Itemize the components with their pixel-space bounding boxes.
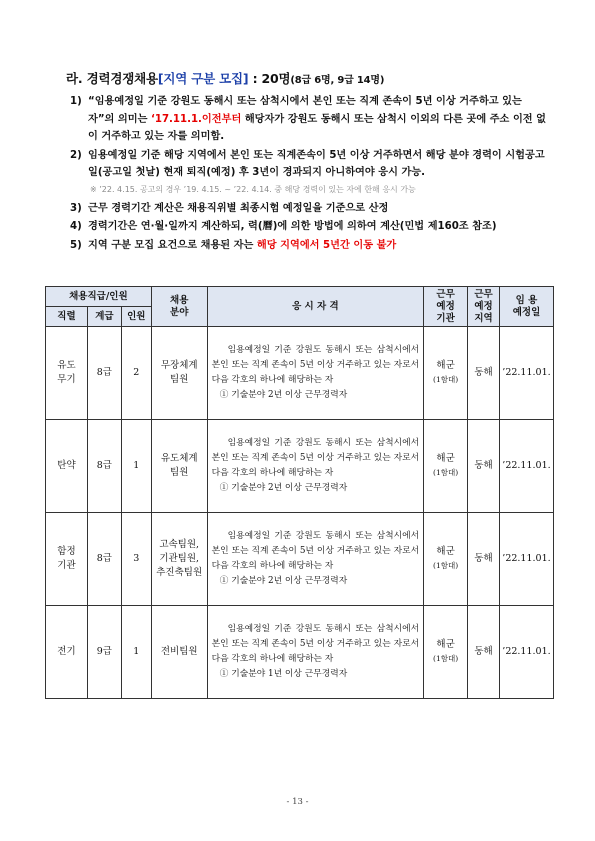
cell-qualification	[207, 606, 423, 699]
cell-date: ’22.11.01.	[499, 327, 553, 420]
cell-qualification	[207, 327, 423, 420]
cell-grade: 8급	[87, 513, 121, 606]
cell-agency	[424, 327, 468, 420]
cell-agency	[424, 606, 468, 699]
cell-agency	[424, 420, 468, 513]
item-note: ※ ’22. 4.15. 공고의 경우 ’19. 4.15. ~ ’22. 4.14. 중 해당 경력이 있는 자에 한해 응시 가능	[90, 184, 416, 194]
item-text	[88, 93, 550, 146]
table-row	[46, 420, 554, 513]
cell-region: 동해	[468, 327, 500, 420]
table-row	[46, 606, 554, 699]
agency-unit: (1함대)	[433, 561, 459, 570]
item-number: 5)	[70, 239, 82, 251]
cell-date: ’22.11.01.	[499, 513, 553, 606]
cell-agency	[424, 513, 468, 606]
cell-field: 전비팀원	[151, 606, 207, 699]
cell-grade: 9급	[87, 606, 121, 699]
item-text: 경력기간은 연·월·일까지 계산하되, 력(曆)에 의한 방법에 의하여 계산(민법 제160조 참조)	[88, 221, 497, 232]
heading-highlight: [지역 구분 모집]	[157, 71, 249, 86]
cell-count: 1	[121, 420, 151, 513]
list-item	[70, 147, 550, 182]
header-count: 인원	[121, 307, 151, 327]
cell-grade: 8급	[87, 420, 121, 513]
header-qualification: 응 시 자 격	[207, 287, 423, 327]
item-highlight: ‘17.11.1.이전부터	[151, 113, 242, 125]
qualification-condition: 임용예정일 기준 강원도 동해시 또는 삼척시에서 본인 또는 직계 존속이 5년 이상 거주하고 있는 자로서 다음 각호의 하나에 해당하는 자	[211, 345, 420, 385]
agency-name: 해군	[436, 453, 455, 464]
list-item	[70, 218, 550, 236]
item-number: 3)	[70, 202, 82, 214]
header-date: 임 용 예정일	[499, 287, 553, 327]
qualification-requirement: ① 기술분야 2년 이상 근무경력자	[219, 390, 348, 400]
cell-qualification	[207, 513, 423, 606]
cell-grade: 8급	[87, 327, 121, 420]
cell-count: 1	[121, 606, 151, 699]
item-text	[88, 237, 550, 255]
item-text-part: 해당자가 강원도 동해시 또는 삼척시 이외의 다른 곳에 주소 이전 없이 거주하고 있는 자를 의미함.	[88, 113, 547, 142]
cell-job: 전기	[46, 606, 88, 699]
qualification-requirement: ① 기술분야 2년 이상 근무경력자	[219, 576, 348, 586]
cell-region: 동해	[468, 606, 500, 699]
item-number: 2)	[70, 149, 82, 161]
cell-field: 고속팀원, 기관팀원, 추진축팀원	[151, 513, 207, 606]
cell-field: 유도체계 팀원	[151, 420, 207, 513]
item-text-part: “임용예정일 기준 강원도 동해시 또는 삼척시에서 본인 또는 직계 존속이 5년 이상 거주하고 있는 자”의 의미는	[88, 96, 522, 125]
qualification-requirement: ① 기술분야 2년 이상 근무경력자	[219, 483, 348, 493]
cell-region: 동해	[468, 420, 500, 513]
item-number: 1)	[70, 96, 82, 107]
cell-field: 무장체계 팀원	[151, 327, 207, 420]
agency-unit: (1함대)	[433, 375, 459, 384]
item-highlight: 해당 지역에서 5년간 이동 불가	[256, 239, 397, 251]
item-text-part: 지역 구분 모집 요건으로 채용된 자는	[88, 239, 257, 251]
recruitment-table	[45, 286, 554, 699]
item-text: 임용예정일 기준 해당 지역에서 본인 또는 직계존속이 5년 이상 거주하면서 해당 분야 경력이 시험공고일(공고일 첫날) 현재 퇴직(예정) 후 3년이 경과되지 아니하여야 응시 가능.	[88, 149, 545, 178]
table-row	[46, 513, 554, 606]
cell-count: 2	[121, 327, 151, 420]
header-region: 근무 예정 지역	[468, 287, 500, 327]
cell-qualification	[207, 420, 423, 513]
list-item	[70, 237, 550, 255]
header-grade: 계급	[87, 307, 121, 327]
heading-detail: (8급 6명, 9급 14명)	[290, 75, 385, 86]
list-item	[70, 200, 550, 218]
header-job: 직렬	[46, 307, 88, 327]
cell-count: 3	[121, 513, 151, 606]
agency-unit: (1함대)	[433, 468, 459, 477]
list-item	[70, 93, 550, 146]
header-group: 채용직급/인원	[46, 287, 152, 307]
qualification-condition: 임용예정일 기준 강원도 동해시 또는 삼척시에서 본인 또는 직계 존속이 5년 이상 거주하고 있는 자로서 다음 각호의 하나에 해당하는 자	[211, 624, 420, 664]
page-number: - 13 -	[286, 797, 309, 807]
qualification-condition: 임용예정일 기준 강원도 동해시 또는 삼척시에서 본인 또는 직계 존속이 5년 이상 거주하고 있는 자로서 다음 각호의 하나에 해당하는 자	[211, 438, 420, 478]
agency-name: 해군	[436, 639, 455, 650]
agency-unit: (1함대)	[433, 654, 459, 663]
cell-job: 함정 기관	[46, 513, 88, 606]
agency-name: 해군	[436, 360, 455, 371]
item-number: 4)	[70, 221, 82, 232]
qualification-condition: 임용예정일 기준 강원도 동해시 또는 삼척시에서 본인 또는 직계 존속이 5년 이상 거주하고 있는 자로서 다음 각호의 하나에 해당하는 자	[211, 531, 420, 571]
header-field: 채용 분야	[151, 287, 207, 327]
cell-date: ’22.11.01.	[499, 420, 553, 513]
agency-name: 해군	[436, 546, 455, 557]
qualification-requirement: ① 기술분야 1년 이상 근무경력자	[219, 669, 348, 679]
cell-date: ’22.11.01.	[499, 606, 553, 699]
cell-job: 탄약	[46, 420, 88, 513]
heading-count: : 20명	[248, 71, 291, 86]
conditions-list	[70, 93, 550, 254]
cell-job: 유도 무기	[46, 327, 88, 420]
item-text: 근무 경력기간 계산은 채용직위별 최종시험 예정일을 기준으로 산정	[88, 202, 389, 214]
section-heading	[66, 69, 384, 87]
table-row	[46, 327, 554, 420]
cell-region: 동해	[468, 513, 500, 606]
heading-prefix: 라. 경력경쟁채용	[66, 71, 158, 86]
header-agency: 근무 예정 기관	[424, 287, 468, 327]
